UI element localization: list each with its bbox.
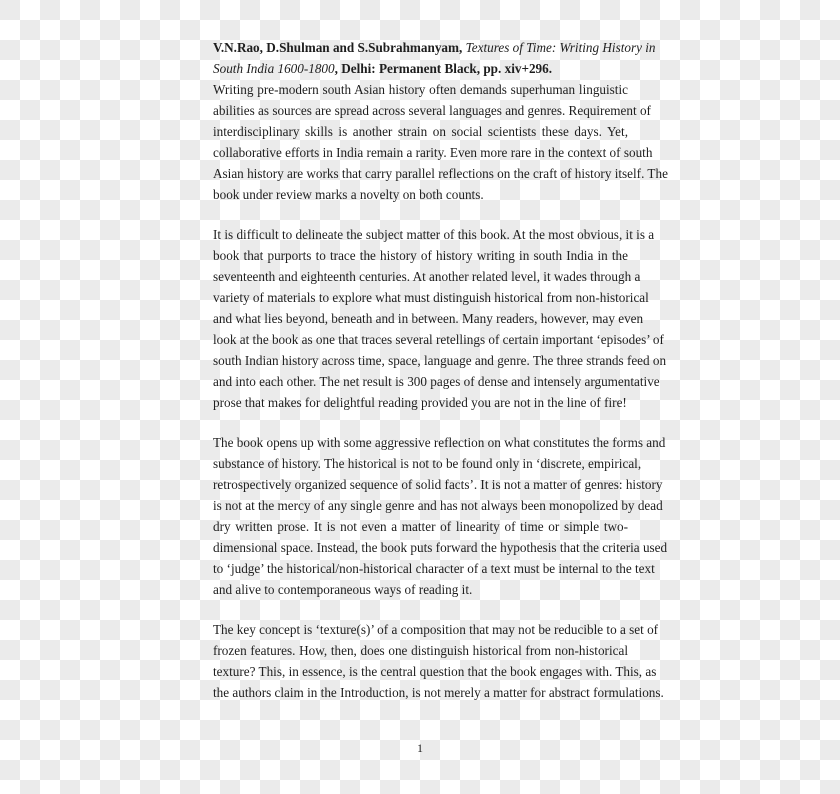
text-line: look at the book as one that traces several retellings of certain important ‘episodes’ of: [213, 332, 664, 347]
citation-heading: [213, 37, 656, 79]
citation-authors: V.N.Rao, D.Shulman and S.Subrahmanyam,: [213, 40, 463, 55]
text-line: interdisciplinary skills is another strain on social scientists these days. Yet,: [213, 124, 628, 139]
citation-title: Textures of Time: Writing History in: [465, 40, 656, 55]
text-line: is not at the mercy of any single genre and has not always been monopolized by dead: [213, 498, 663, 513]
citation-publisher: , Delhi: Permanent Black, pp. xiv+296.: [334, 61, 553, 76]
page-number: 1: [417, 741, 423, 755]
text-line: the authors claim in the Introduction, is not merely a matter for abstract formulations.: [213, 685, 664, 700]
text-line: book that purports to trace the history of history writing in south India in the: [213, 248, 628, 263]
text-line: prose that makes for delightful reading provided you are not in the line of fire!: [213, 395, 627, 410]
text-line: Asian history are works that carry parallel reflections on the craft of history itself. The: [213, 166, 668, 181]
text-line: dry written prose. It is not even a matter of linearity of time or simple two-: [213, 519, 628, 534]
text-line: and what lies beyond, beneath and in between. Many readers, however, may even: [213, 311, 644, 326]
text-line: The book opens up with some aggressive reflection on what constitutes the forms and: [213, 435, 666, 450]
text-line: seventeenth and eighteenth centuries. At another related level, it wades through a: [213, 269, 641, 284]
text-line: and into each other. The net result is 300 pages of dense and intensely argumentative: [213, 374, 660, 389]
text-line: Writing pre-modern south Asian history often demands superhuman linguistic: [213, 82, 628, 97]
text-line: abilities as sources are spread across several languages and genres. Requirement of: [213, 103, 651, 118]
paragraph: [213, 619, 664, 703]
text-line: book under review marks a novelty on both counts.: [213, 187, 484, 202]
text-line: collaborative efforts in India remain a rarity. Even more rare in the context of south: [213, 145, 653, 160]
text-line: retrospectively organized sequence of solid facts’. It is not a matter of genres: history: [213, 477, 663, 492]
text-line: and alive to contemporaneous ways of reading it.: [213, 582, 473, 597]
text-line: substance of history. The historical is not to be found only in ‘discrete, empirical,: [213, 456, 642, 471]
text-line: The key concept is ‘texture(s)’ of a composition that may not be reducible to a set of: [213, 622, 659, 637]
text-line: It is difficult to delineate the subject matter of this book. At the most obvious, it is a: [213, 227, 655, 242]
paragraph: [213, 79, 668, 205]
paragraph: [213, 432, 668, 600]
text-line: south Indian history across time, space, language and genre. The three strands feed on: [213, 353, 667, 368]
text-line: variety of materials to explore what must distinguish historical from non-historical: [213, 290, 649, 305]
text-line: frozen features. How, then, does one distinguish historical from non-historical: [213, 643, 628, 658]
text-line: dimensional space. Instead, the book puts forward the hypothesis that the criteria used: [213, 540, 668, 555]
citation-title-cont: South India 1600-1800: [213, 61, 335, 76]
text-line: texture? This, in essence, is the central question that the book engages with. This, as: [213, 664, 657, 679]
document-page: [213, 37, 668, 703]
text-line: to ‘judge’ the historical/non-historical character of a text must be internal to the text: [213, 561, 655, 576]
paragraph: [213, 224, 667, 413]
